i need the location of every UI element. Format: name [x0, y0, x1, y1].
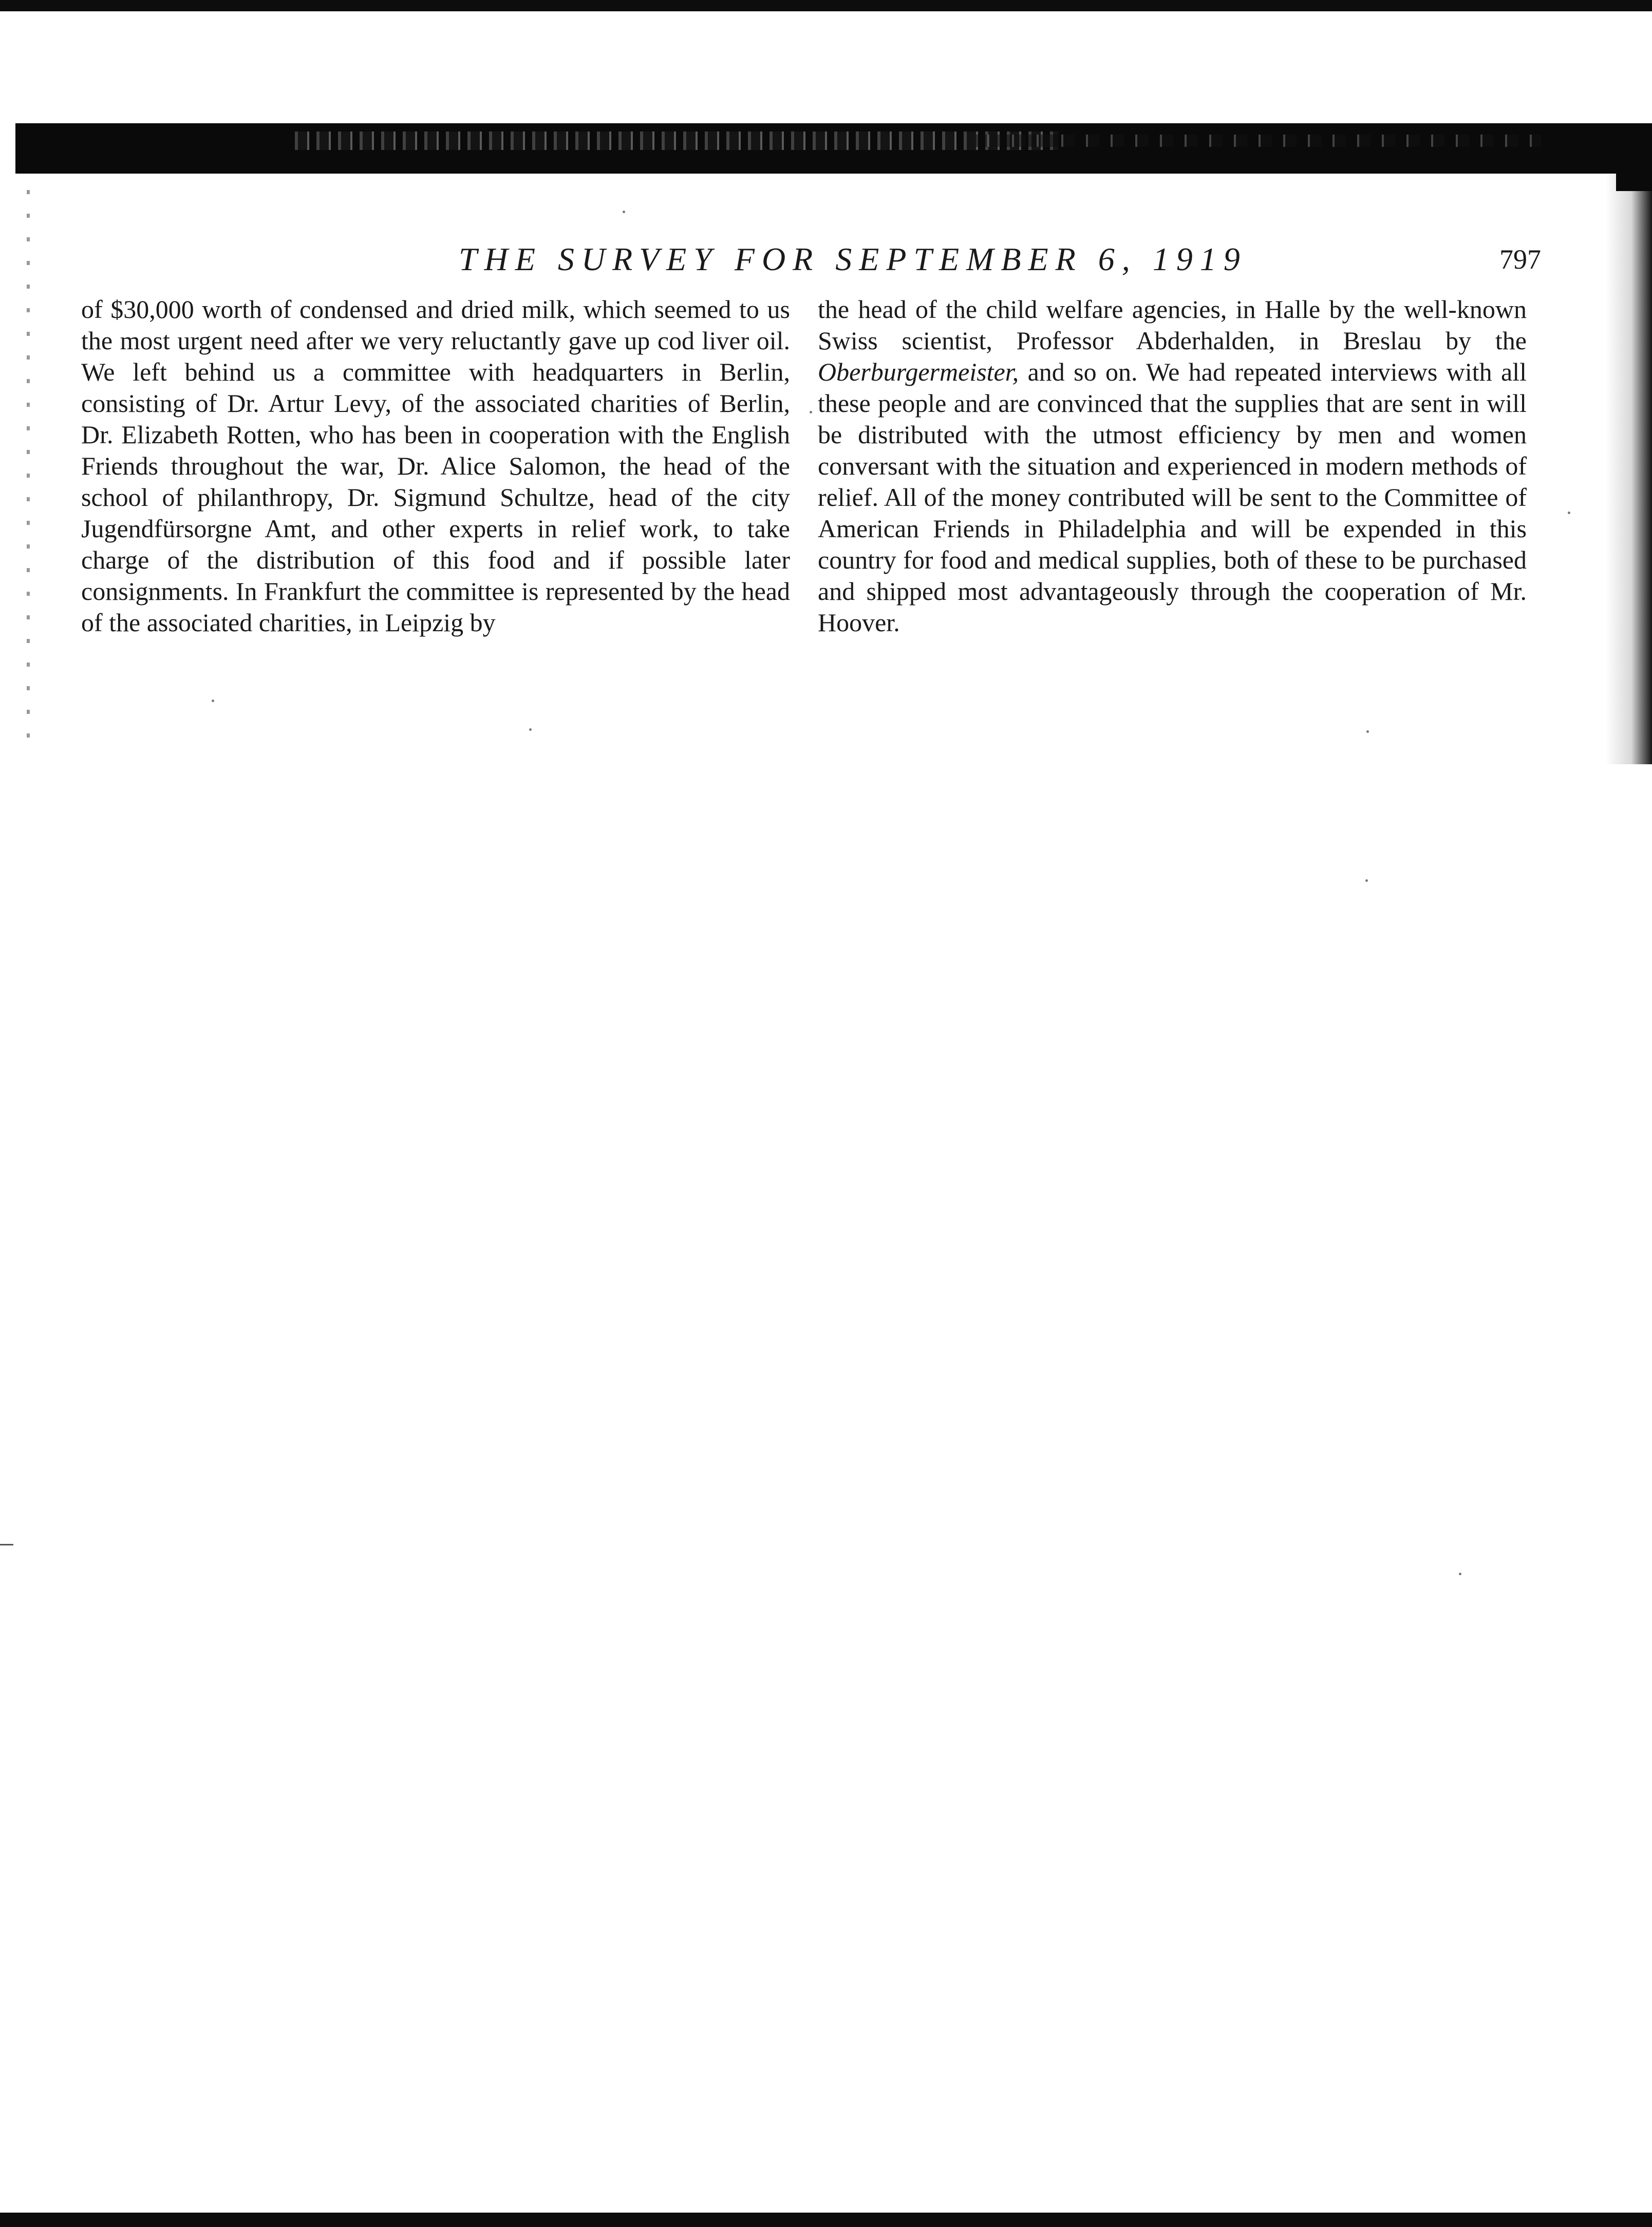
italic-term: Oberburgermeister, [818, 357, 1019, 386]
scan-edge-tick [0, 1544, 13, 1545]
page-number: 797 [1499, 244, 1541, 275]
running-head: THE SURVEY FOR SEPTEMBER 6, 1919 [459, 241, 1247, 277]
scan-border-bottom [0, 2213, 1652, 2227]
paragraph-left [81, 294, 790, 638]
page-header [0, 234, 1652, 285]
scan-speck [810, 411, 812, 413]
scan-speck [1459, 1573, 1461, 1575]
paragraph-right [818, 294, 1527, 638]
paragraph-right-text-start: the head of the child welfare agencies, in Halle by the well-known Swiss scientist, Professor Abderhalden, in Breslau by the [818, 295, 1527, 355]
scan-speck [1568, 512, 1570, 514]
scan-border-top [0, 0, 1652, 11]
scan-speck [212, 700, 214, 702]
scan-band-texture-secondary [976, 135, 1541, 147]
text-column-left [81, 294, 790, 638]
scan-speck [529, 728, 532, 731]
paragraph-right-text-end: and so on. We had repeated interviews with all these people and are convinced that the supplies that are sent in will be distributed with the utmost efficiency by men and women conversant with the situation and experienced in modern methods of relief. All of the money contributed will be sent to the Committee of American Friends in Philadelphia and will be expended in this country for food and medical supplies, both of these to be purchased and shipped most advantageously through the cooperation of Mr. Hoover. [818, 357, 1527, 637]
paragraph-left-text: of $30,000 worth of condensed and dried milk, which seemed to us the most urgent need after we very reluctantly gave up cod liver oil. We left behind us a committee with headquarters in Berlin, consisting of Dr. Artur Levy, of the associated charities of Berlin, Dr. Elizabeth Rotten, who has been in cooperation with the English Friends throughout the war, Dr. Alice Salomon, the head of the school of philanthropy, Dr. Sigmund Schultze, head of the city Jugendfürsorgne Amt, and other experts in relief work, to take charge of the distribution of this food and if possible later consignments. In Frankfurt the committee is represented by the head of the associated charities, in Leipzig by [81, 295, 790, 637]
scan-speck [1365, 879, 1368, 882]
page-corner-shadow [1616, 174, 1652, 191]
scan-speck [623, 211, 625, 213]
scan-band-texture [288, 131, 1058, 150]
scan-speck [1366, 730, 1369, 733]
text-column-right [818, 294, 1527, 638]
